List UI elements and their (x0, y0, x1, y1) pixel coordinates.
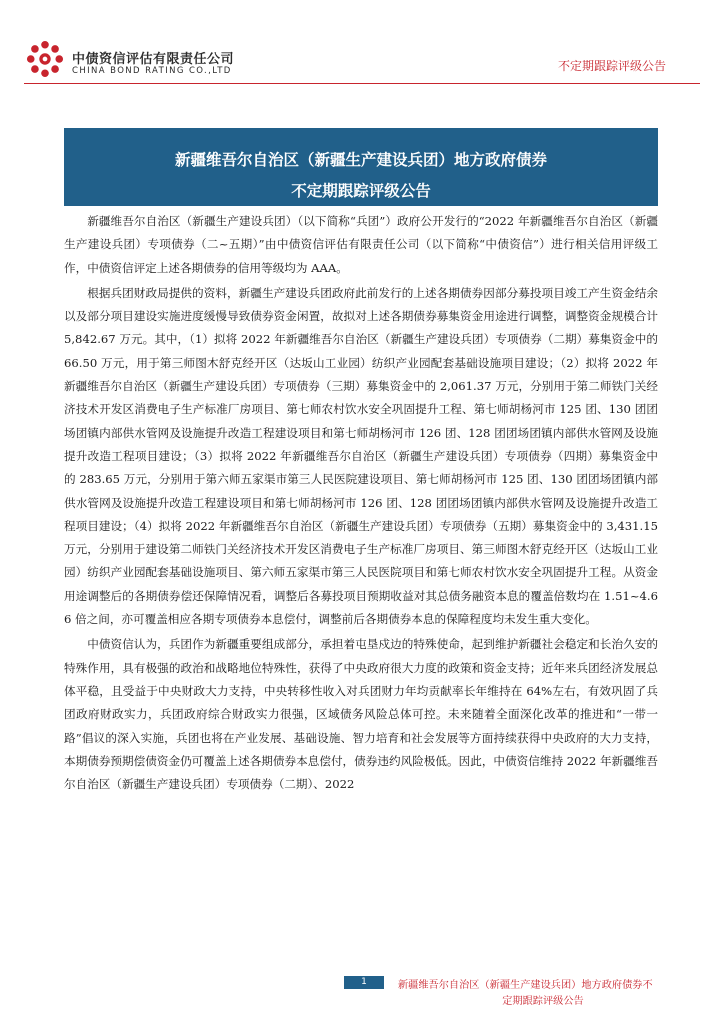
footer-title-line-1: 新疆维吾尔自治区（新疆生产建设兵团）地方政府债券不 (398, 980, 653, 991)
company-name-cn: 中债资信评估有限责任公司 (72, 52, 235, 67)
title-line-1: 新疆维吾尔自治区（新疆生产建设兵团）地方政府债券 (174, 151, 547, 169)
footer-title-line-2: 定期跟踪评级公告 (502, 996, 584, 1007)
page-header (0, 0, 724, 88)
page-footer (0, 968, 724, 1024)
paragraph-intro: 新疆维吾尔自治区（新疆生产建设兵团）（以下简称“兵团”）政府公开发行的“2022 年新疆维吾尔自治区（新疆生产建设兵团）专项债券（二~五期）”由中债资信评估有限责任公司（以下简称“中债资信”）进行相关信用评级工作，中债资信评定上述各期债券的信用等级均为 AAA。 (64, 214, 658, 275)
china-bond-rating-logo-icon (26, 40, 64, 78)
paragraph-fund-adjustment: 根据兵团财政局提供的资料，新疆生产建设兵团政府此前发行的上述各期债券因部分募投项目竣工产生资金结余以及部分项目建设实施进度缓慢导致债券资金闲置，故拟对上述各期债券募集资金用途进行调整，调整资金规模合计 5,842.67 万元。其中，（1）拟将 2022 年新疆维吾尔自治区（新疆生产建设兵团）专项债券（二期）募集资金中的 66.50 万元，用于第三师图木舒克经开区（达坂山工业园）纺织产业园配套基础设施项目建设；（2）拟将 2022 年新疆维吾尔自治区（新疆生产建设兵团）专项债券（三期）募集资金中的 2,061.37 万元，分别用于第二师铁门关经济技术开发区消费电子生产标准厂房项目、第七师农村饮水安全巩固提升工程、第七师胡杨河市 125 团、130 团团场团镇内部供水管网及设施提升改造工程建设项目和第七师胡杨河市 126 团、128 团团场团镇内部供水管网及设施提升改造工程项目建设；（3）拟将 2022 年新疆维吾尔自治区（新疆生产建设兵团）专项债券（四期）募集资金中的 283.65 万元，分别用于第六师五家渠市第三人民医院建设项目、第七师胡杨河市 125 团、130 团团场团镇内部供水管网及设施提升改造工程建设项目和第七师胡杨河市 126 团、128 团团场团镇内部供水管网及设施提升改造工程项目建设；（4）拟将 2022 年新疆维吾尔自治区（新疆生产建设兵团）专项债券（五期）募集资金中的 3,431.15 万元，分别用于建设第二师铁门关经济技术开发区消费电子生产标准厂房项目、第三师图木舒克经开区（达坂山工业园）纺织产业园配套基础设施项目、第六师五家渠市第三人民医院项目和第七师农村饮水安全巩固提升工程。从资金用途调整后的各期债券偿还保障情况看，调整后各募投项目预期收益对其总债务融资本息的覆盖倍数均在 1.51~4.66 倍之间，亦可覆盖相应各期专项债券本息偿付，调整前后各期债券本息的保障程度均未发生重大变化。 (64, 285, 658, 627)
company-name-en: CHINA BOND RATING CO.,LTD (72, 66, 232, 76)
page-number: 1 (361, 977, 367, 987)
header-divider (24, 83, 700, 84)
title-banner (64, 128, 658, 206)
report-type-label: 不定期跟踪评级公告 (557, 59, 666, 73)
announcement-body (64, 210, 658, 798)
title-line-2: 不定期跟踪评级公告 (291, 182, 431, 200)
paragraph-rating-opinion: 中债资信认为，兵团作为新疆重要组成部分，承担着屯垦戍边的特殊使命，起到维护新疆社会稳定和长治久安的特殊作用，具有极强的政治和战略地位特殊性，获得了中央政府很大力度的政策和资金支持；近年来兵团经济发展总体平稳，且受益于中央财政大力支持，中央转移性收入对兵团财力年均贡献率长年维持在 64%左右，有效巩固了兵团政府财政实力，兵团政府综合财政实力很强，区域债务风险总体可控。未来随着全面深化改革的推进和“一带一路”倡议的深入实施，兵团也将在产业发展、基础设施、智力培育和社会发展等方面持续获得中央政府的大力支持，本期债券预期偿债资金仍可覆盖上述各期债券本息偿付，债券违约风险极低。因此，中债资信维持 2022 年新疆维吾尔自治区（新疆生产建设兵团）专项债券（二期）、2022 (64, 637, 658, 792)
